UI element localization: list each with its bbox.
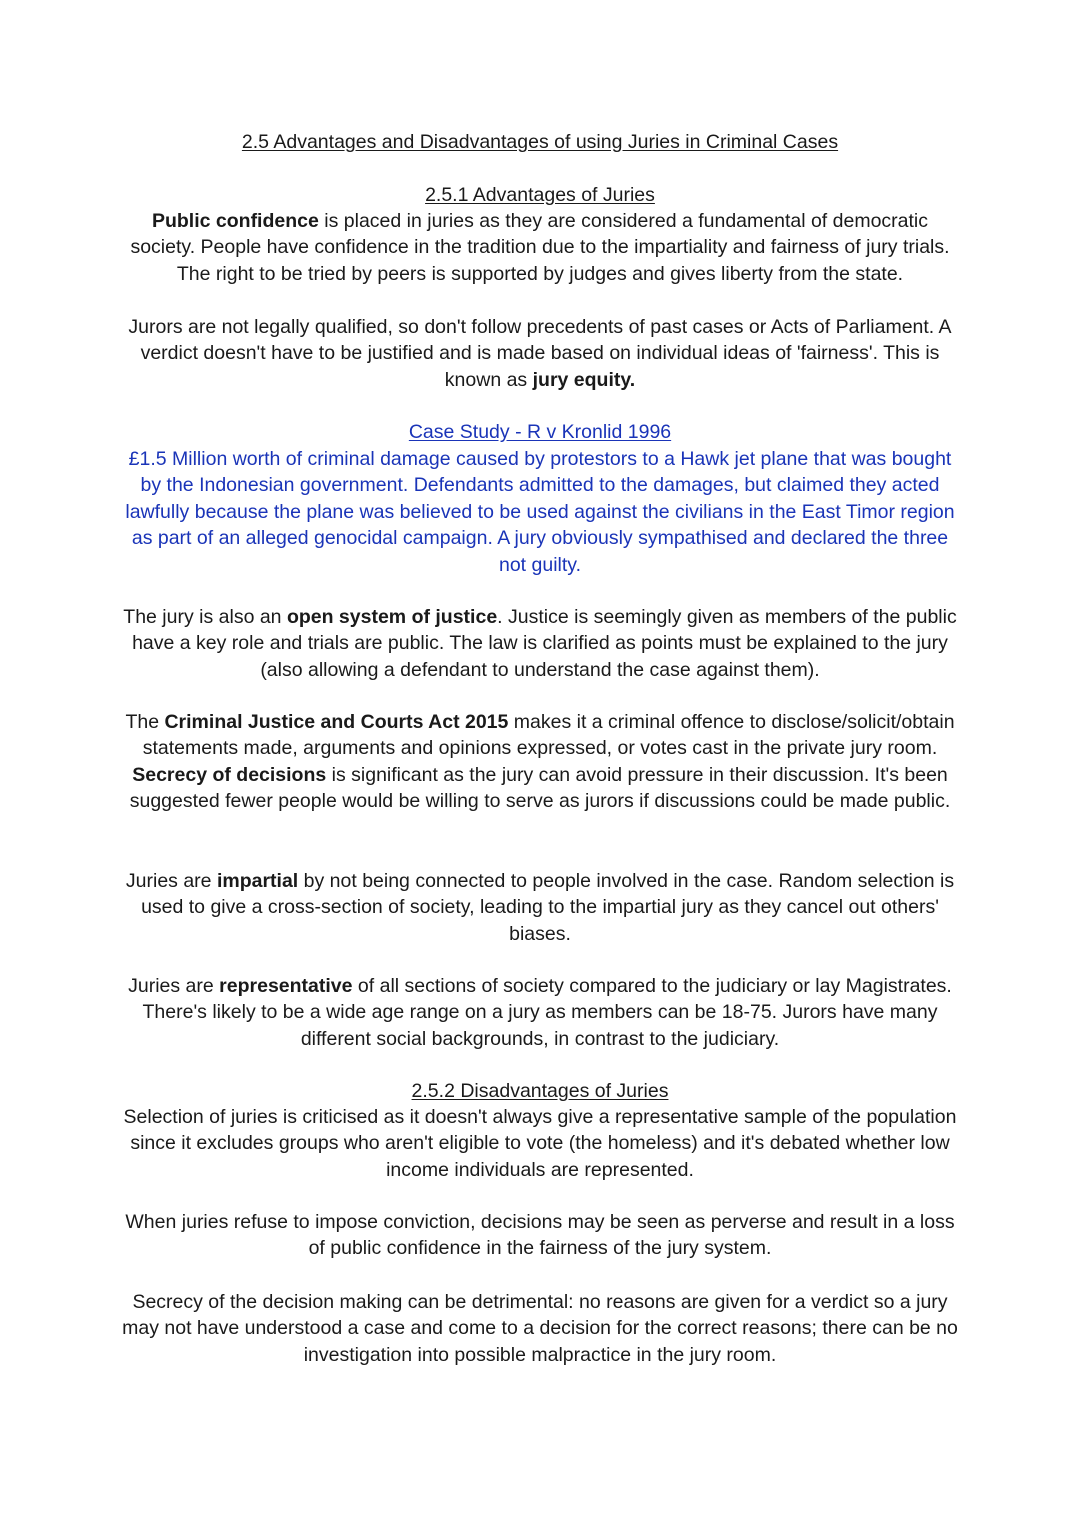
open-justice-term: open system of justice <box>286 606 498 628</box>
secrecy-pre: The <box>125 711 165 733</box>
act-2015-term: Criminal Justice and Courts Act 2015 <box>164 711 509 733</box>
public-confidence-term: Public confidence <box>151 210 319 232</box>
document-title: 2.5 Advantages and Disadvantages of using Juries in Criminal Cases <box>241 131 839 153</box>
representative-paragraph <box>120 973 960 1052</box>
case-study-heading: Case Study - R v Kronlid 1996 <box>408 421 672 443</box>
disadvantages-heading: 2.5.2 Disadvantages of Juries <box>411 1080 669 1102</box>
open-justice-pre: The jury is also an <box>123 606 287 628</box>
secrecy-paragraph <box>120 709 960 815</box>
open-justice-paragraph <box>120 604 960 683</box>
case-study-text: £1.5 Million worth of criminal damage caused by protestors to a Hawk jet plane that was bought by the Indonesian government. Defendants admitted to the damages, but claimed they acted lawfully because the plane was believed to be used against the civilians in the East Timor region as part of an alleged genocidal campaign. A jury obviously sympathised and declared the three not guilty. <box>125 448 955 576</box>
secrecy-text: is significant as the jury can avoid pressure in their discussion. It's been suggested fewer people would be willing to serve as jurors if discussions could be made public. <box>129 763 951 813</box>
jury-equity-text: Jurors are not legally qualified, so don't follow precedents of past cases or Acts of Parliament. A verdict doesn't have to be justified and is made based on individual ideas of 'fairness'. This is known as <box>128 316 952 391</box>
impartial-pre: Juries are <box>125 870 217 892</box>
secrecy-detriment-paragraph: Secrecy of the decision making can be detrimental: no reasons are given for a verdict so a jury may not have understood a case and come to a decision for the correct reasons; there can be no investigation into possible malpractice in the jury room. <box>122 1291 958 1366</box>
impartial-term: impartial <box>216 870 299 892</box>
open-justice-text: . Justice is seemingly given as members of the public have a key role and trials are public. The law is clarified as points must be explained to the jury (also allowing a defendant to understand the case against them). <box>132 606 957 681</box>
public-confidence-text: is placed in juries as they are considered a fundamental of democratic society. People have confidence in the tradition due to the impartiality and fairness of jury trials. The right to be tried by peers is supported by judges and gives liberty from the state. <box>130 210 950 285</box>
jury-equity-term: jury equity. <box>532 368 636 391</box>
selection-paragraph: Selection of juries is criticised as it doesn't always give a representative sample of the population since it excludes groups who aren't eligible to vote (the homeless) and it's debated whether low income individuals are represented. <box>123 1106 957 1181</box>
impartial-paragraph <box>120 868 960 947</box>
representative-pre: Juries are <box>128 975 220 997</box>
representative-term: representative <box>219 975 353 997</box>
jury-equity-paragraph <box>120 314 960 393</box>
public-confidence-paragraph <box>120 208 960 287</box>
advantages-heading: 2.5.1 Advantages of Juries <box>425 184 655 206</box>
perverse-decisions-paragraph: When juries refuse to impose conviction, decisions may be seen as perverse and result in a loss of public confidence in the fairness of the jury system. <box>125 1211 955 1260</box>
representative-text: of all sections of society compared to the judiciary or lay Magistrates. There's likely to be a wide age range on a jury as members can be 18-75. Jurors have many different social backgrounds, in contrast to the judiciary. <box>142 975 952 1050</box>
impartial-text: by not being connected to people involved in the case. Random selection is used to give a cross-section of society, leading to the impartial jury as they cancel out others' biases. <box>141 870 955 945</box>
secrecy-term: Secrecy of decisions <box>132 763 327 786</box>
secrecy-mid: makes it a criminal offence to disclose/solicit/obtain statements made, arguments and opinions expressed, or votes cast in the private jury room. <box>142 711 955 760</box>
